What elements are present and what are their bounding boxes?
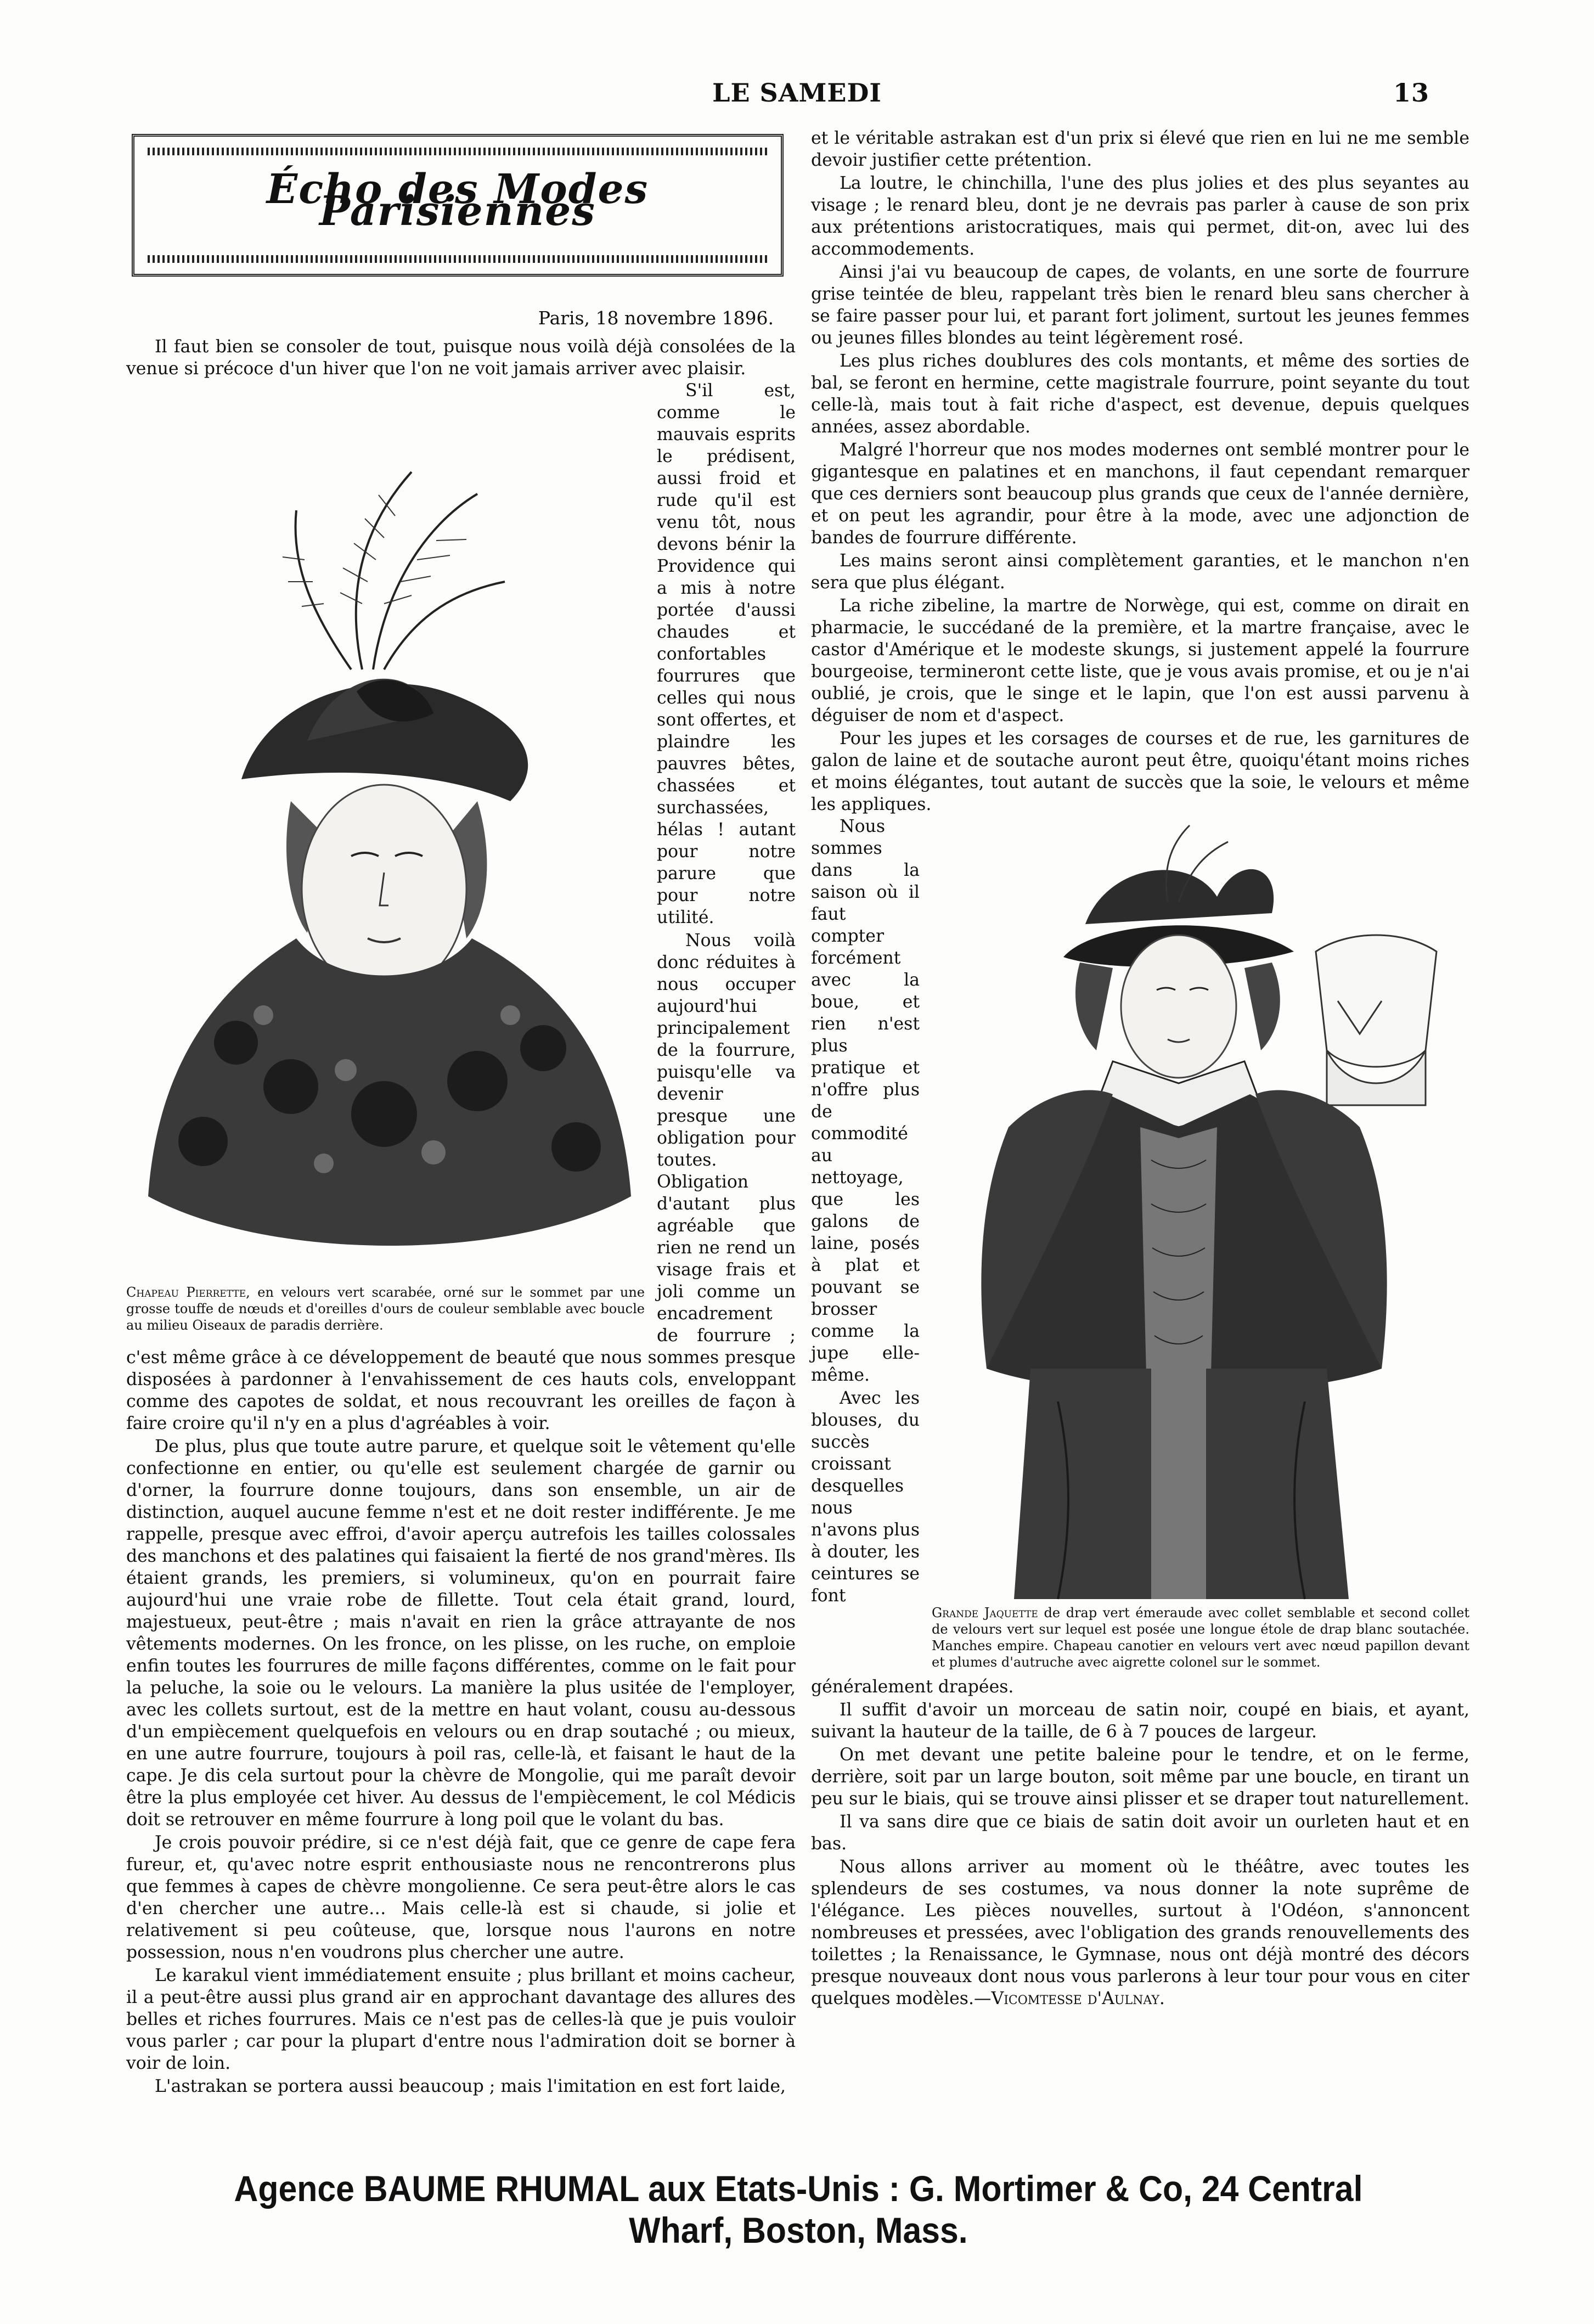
paragraph: Il va sans dire que ce biais de satin doit avoir un ourleten haut et en bas. — [811, 1812, 1469, 1854]
closing-paragraph: Nous allons arriver au moment où le théâtre, avec toutes les splendeurs de ses costumes, va nous donner la note suprême de l'élégance. Les pièces nouvelles, surtout à l'Odéon, s'annoncent nombreuses et pressées, avec l'obligation des grands renouvellements des toilettes ; la Renaissance, le Gymnase, nous ont déjà montré des décors presque nouveaux dont nous vous parlerons à leur tour pour vous en citer quelques modèles.— — [811, 1857, 1469, 2008]
left-column — [126, 127, 796, 2097]
paragraph — [811, 1856, 1469, 2010]
jacket-caption — [932, 1605, 1469, 1670]
jacket-caption-text: de drap vert émeraude avec collet semblable et second collet de velours vert sur lequel est posée une longue étole de drap blanc soutachée. Manches empire. Chapeau canotier en velours vert avec nœud papillon devant et plumes d'autruche avec aigrette colonel sur le sommet. — [932, 1605, 1469, 1670]
hat-caption-lead: Chapeau Pierrette, — [126, 1285, 250, 1300]
paragraph: Malgré l'horreur que nos modes modernes ont semblé montrer pour le gigantesque en palatines et en manchons, il faut cependant remarquer que ces derniers sont beaucoup plus grands que ceux de l'année dernière, et on peut les agrandir, pour être à la mode, avec une adjonction de bandes de fourrure différente. — [811, 440, 1469, 548]
article-title: Écho des Modes Parisiennes — [266, 166, 649, 235]
paragraph: Les plus riches doublures des cols montants, et même des sorties de bal, se feront en hermine, cette magistrale fourrure, point seyante du tout celle-là, mais tout à fait riche d'aspect, est devenue, depuis quelques années, assez abordable. — [811, 351, 1469, 437]
paragraph: et le véritable astrakan est d'un prix si élevé que rien en lui ne me semble devoir justifier cette prétention. — [811, 128, 1469, 170]
paragraph: Pour les jupes et les corsages de courses et de rue, les garnitures de galon de laine et de soutache auront peut être, quoiqu'étant moins riches et moins élégantes, tout autant de succès que la soie, le velours et même les appliques. — [811, 729, 1469, 814]
jacket-caption-lead: Grande Jaquette — [932, 1605, 1038, 1620]
article-title-box — [132, 134, 784, 277]
paragraph: De plus, plus que toute autre parure, et quelque soit le vêtement qu'elle confectionne en entier, ou qu'elle est seulement chargée de garnir ou d'orner, la fourrure donne toujours, dans son ensemble, un air de distinction, auquel aucune femme n'est et ne doit rester indifférente. Je me rappelle, presque avec effroi, d'avoir aperçu autrefois les tailles colossales des manchons et des palatines qui faisaient la fierté de nos grand'mères. Ils étaient grands, les premiers, si volumineux, qu'on en pourrait faire aujourd'hui une vraie robe de fillette. Tout cela était grand, lourd, majestueux, peut-être ; mais n'avait en rien la grâce attrayante de nos vêtements modernes. On les fronce, on les plisse, on les ruche, on emploie enfin toutes les fourrures de mille façons différentes, comme on le fait pour la peluche, la soie ou le velours. La manière la plus usitée de l'employer, avec les collets surtout, est de la mettre en haut volant, cousu au-dessous d'un empiècement quelquefois en velours ou en drap soutaché ; ou mieux, en une autre fourrure, toujours à poil ras, celle-là, et faisant le haut de la cape. Je dis cela surtout pour la chèvre de Mongolie, qui me paraît devoir être la plus employée cet hiver. Au dessus de l'empiècement, le col Médicis doit se retrouver en même fourrure à long poil que le volant du bas. — [126, 1437, 796, 1830]
hat-caption — [126, 1284, 645, 1333]
running-title: LE SAMEDI — [712, 78, 882, 108]
jacket-illustration-figure — [932, 820, 1469, 1670]
dateline: Paris, 18 novembre 1896. — [538, 307, 774, 329]
page-number: 13 — [1393, 78, 1429, 108]
paragraph: On met devant une petite baleine pour le tendre, et on le ferme, derrière, soit par un large bouton, soit même par une boucle, en tirant un peu sur le biais, qui se trouve ainsi plisser et se draper tout naturellement. — [811, 1745, 1469, 1809]
paragraph: Ainsi j'ai vu beaucoup de capes, de volants, en une sorte de fourrure grise teintée de bleu, rappelant très bien le renard bleu sans chercher à se faire passer pour lui, et parant fort joliment, surtout les jeunes femmes ou jeunes filles blondes au teint légèrement rosé. — [811, 262, 1469, 348]
title-ornament-top — [148, 148, 768, 155]
hat-caption-text: en velours vert scarabée, orné sur le sommet par une grosse touffe de nœuds et d'oreilles d'ours de couleur semblable avec boucle au milieu Oiseaux de paradis derrière. — [126, 1285, 645, 1333]
footer-advert: Agence BAUME RHUMAL aux Etats-Unis : G. Mortimer & Co, 24 Central Wharf, Boston, Mass. — [234, 2168, 1363, 2250]
paragraph: Nous voilà donc réduites à nous occuper aujourd'hui principalement de la fourrure, puisqu'elle va devenir presque une obligation pour toutes. Obligation d'autant plus agréable que rien ne rend un visage frais et joli comme un encadrement de fourrure ; c'est même grâce à ce développement de beauté que nous sommes presque disposées à pardonner à l'envahissement de ces hauts cols, enveloppant comme des capotes de soldat, et nous recouvrant les oreilles de façon à faire croire qu'il n'y en a plus d'agréables à voir. — [126, 931, 796, 1433]
paragraph: Avec les blouses, du succès croissant desquelles nous n'avons plus à douter, les ceintures se font généralement drapées. — [811, 1388, 1014, 1697]
running-head — [0, 71, 1594, 110]
paragraph: Il faut bien se consoler de tout, puisque nous voilà déjà consolées de la venue si précoce d'un hiver que l'on ne voit jamais arriver avec plaisir. — [126, 337, 796, 379]
paragraph: S'il est, comme le mauvais esprits le prédisent, aussi froid et rude qu'il est venu tôt, nous devons bénir la Providence qui a mis à notre portée d'aussi chaudes et confortables fourrures que celles qui nous sont offertes, et plaindre les pauvres bêtes, chassées et surchassées, hélas ! autant pour notre parure que pour notre utilité. — [657, 381, 796, 927]
paragraph: L'astrakan se portera aussi beaucoup ; mais l'imitation en est fort laide, — [155, 2077, 786, 2096]
title-ornament-bottom — [148, 255, 768, 263]
paragraph: Les mains seront ainsi complètement garanties, et le manchon n'en sera que plus élégant. — [811, 551, 1469, 593]
paragraph: La riche zibeline, la martre de Norwège, qui est, comme on dirait en pharmacie, le succédané de la première, et la martre française, avec le castor d'Amérique et le modeste skungs, si justement appelé la fourrure bourgeoise, termineront cette liste, que je vous avais promise, et ou je n'ai oublié, je crois, que le singe et le lapin, que l'on est aussi parvenu à déguiser de nom et d'aspect. — [811, 596, 1469, 725]
hat-illustration — [126, 384, 645, 1284]
right-column — [811, 127, 1469, 2010]
paragraph: Nous sommes dans la saison où il faut compter forcément avec la boue, et rien n'est plus pratique et n'offre plus de commodité au nettoyage, que les galons de laine, posés à plat et pouvant se brosser comme la jupe elle-même. — [811, 817, 920, 1385]
signature: Vicomtesse d'Aulnay. — [991, 1989, 1165, 2008]
jacket-illustration — [932, 820, 1469, 1605]
hat-illustration-figure — [126, 384, 645, 1333]
paragraph: La loutre, le chinchilla, l'une des plus jolies et des plus seyantes au visage ; le renard bleu, dont je ne devrais pas parler à cause de son prix aux prétentions aristocratiques, mais qui permet, dit-on, avec lui des accommodements. — [811, 173, 1469, 259]
paragraph: Il suffit d'avoir un morceau de satin noir, coupé en biais, et ayant, suivant la hauteur de la taille, de 6 à 7 pouces de largeur. — [811, 1700, 1469, 1742]
paragraph: Je crois pouvoir prédire, si ce n'est déjà fait, que ce genre de cape fera fureur, et, qu'avec notre esprit enthousiaste nous ne rencontrerons plus que femmes à capes de chèvre mongolienne. Ce sera peut-être alors le cas d'en chercher une autre… Mais celle-là est si chaude, si jolie et relativement si peu coûteuse, que, lorsque nous l'aurons en notre possession, nous n'en voudrons plus chercher une autre. — [126, 1833, 796, 1962]
paragraph: Le karakul vient immédiatement ensuite ; plus brillant et moins cacheur, il a peut-être aussi plus grand air en approchant davantage des allures des belles et riches fourrures. Mais ce n'est pas de celles-là que je puis vouloir vous parler ; car pour la plupart d'entre nous l'admiration doit se borner à voir de loin. — [126, 1966, 796, 2073]
